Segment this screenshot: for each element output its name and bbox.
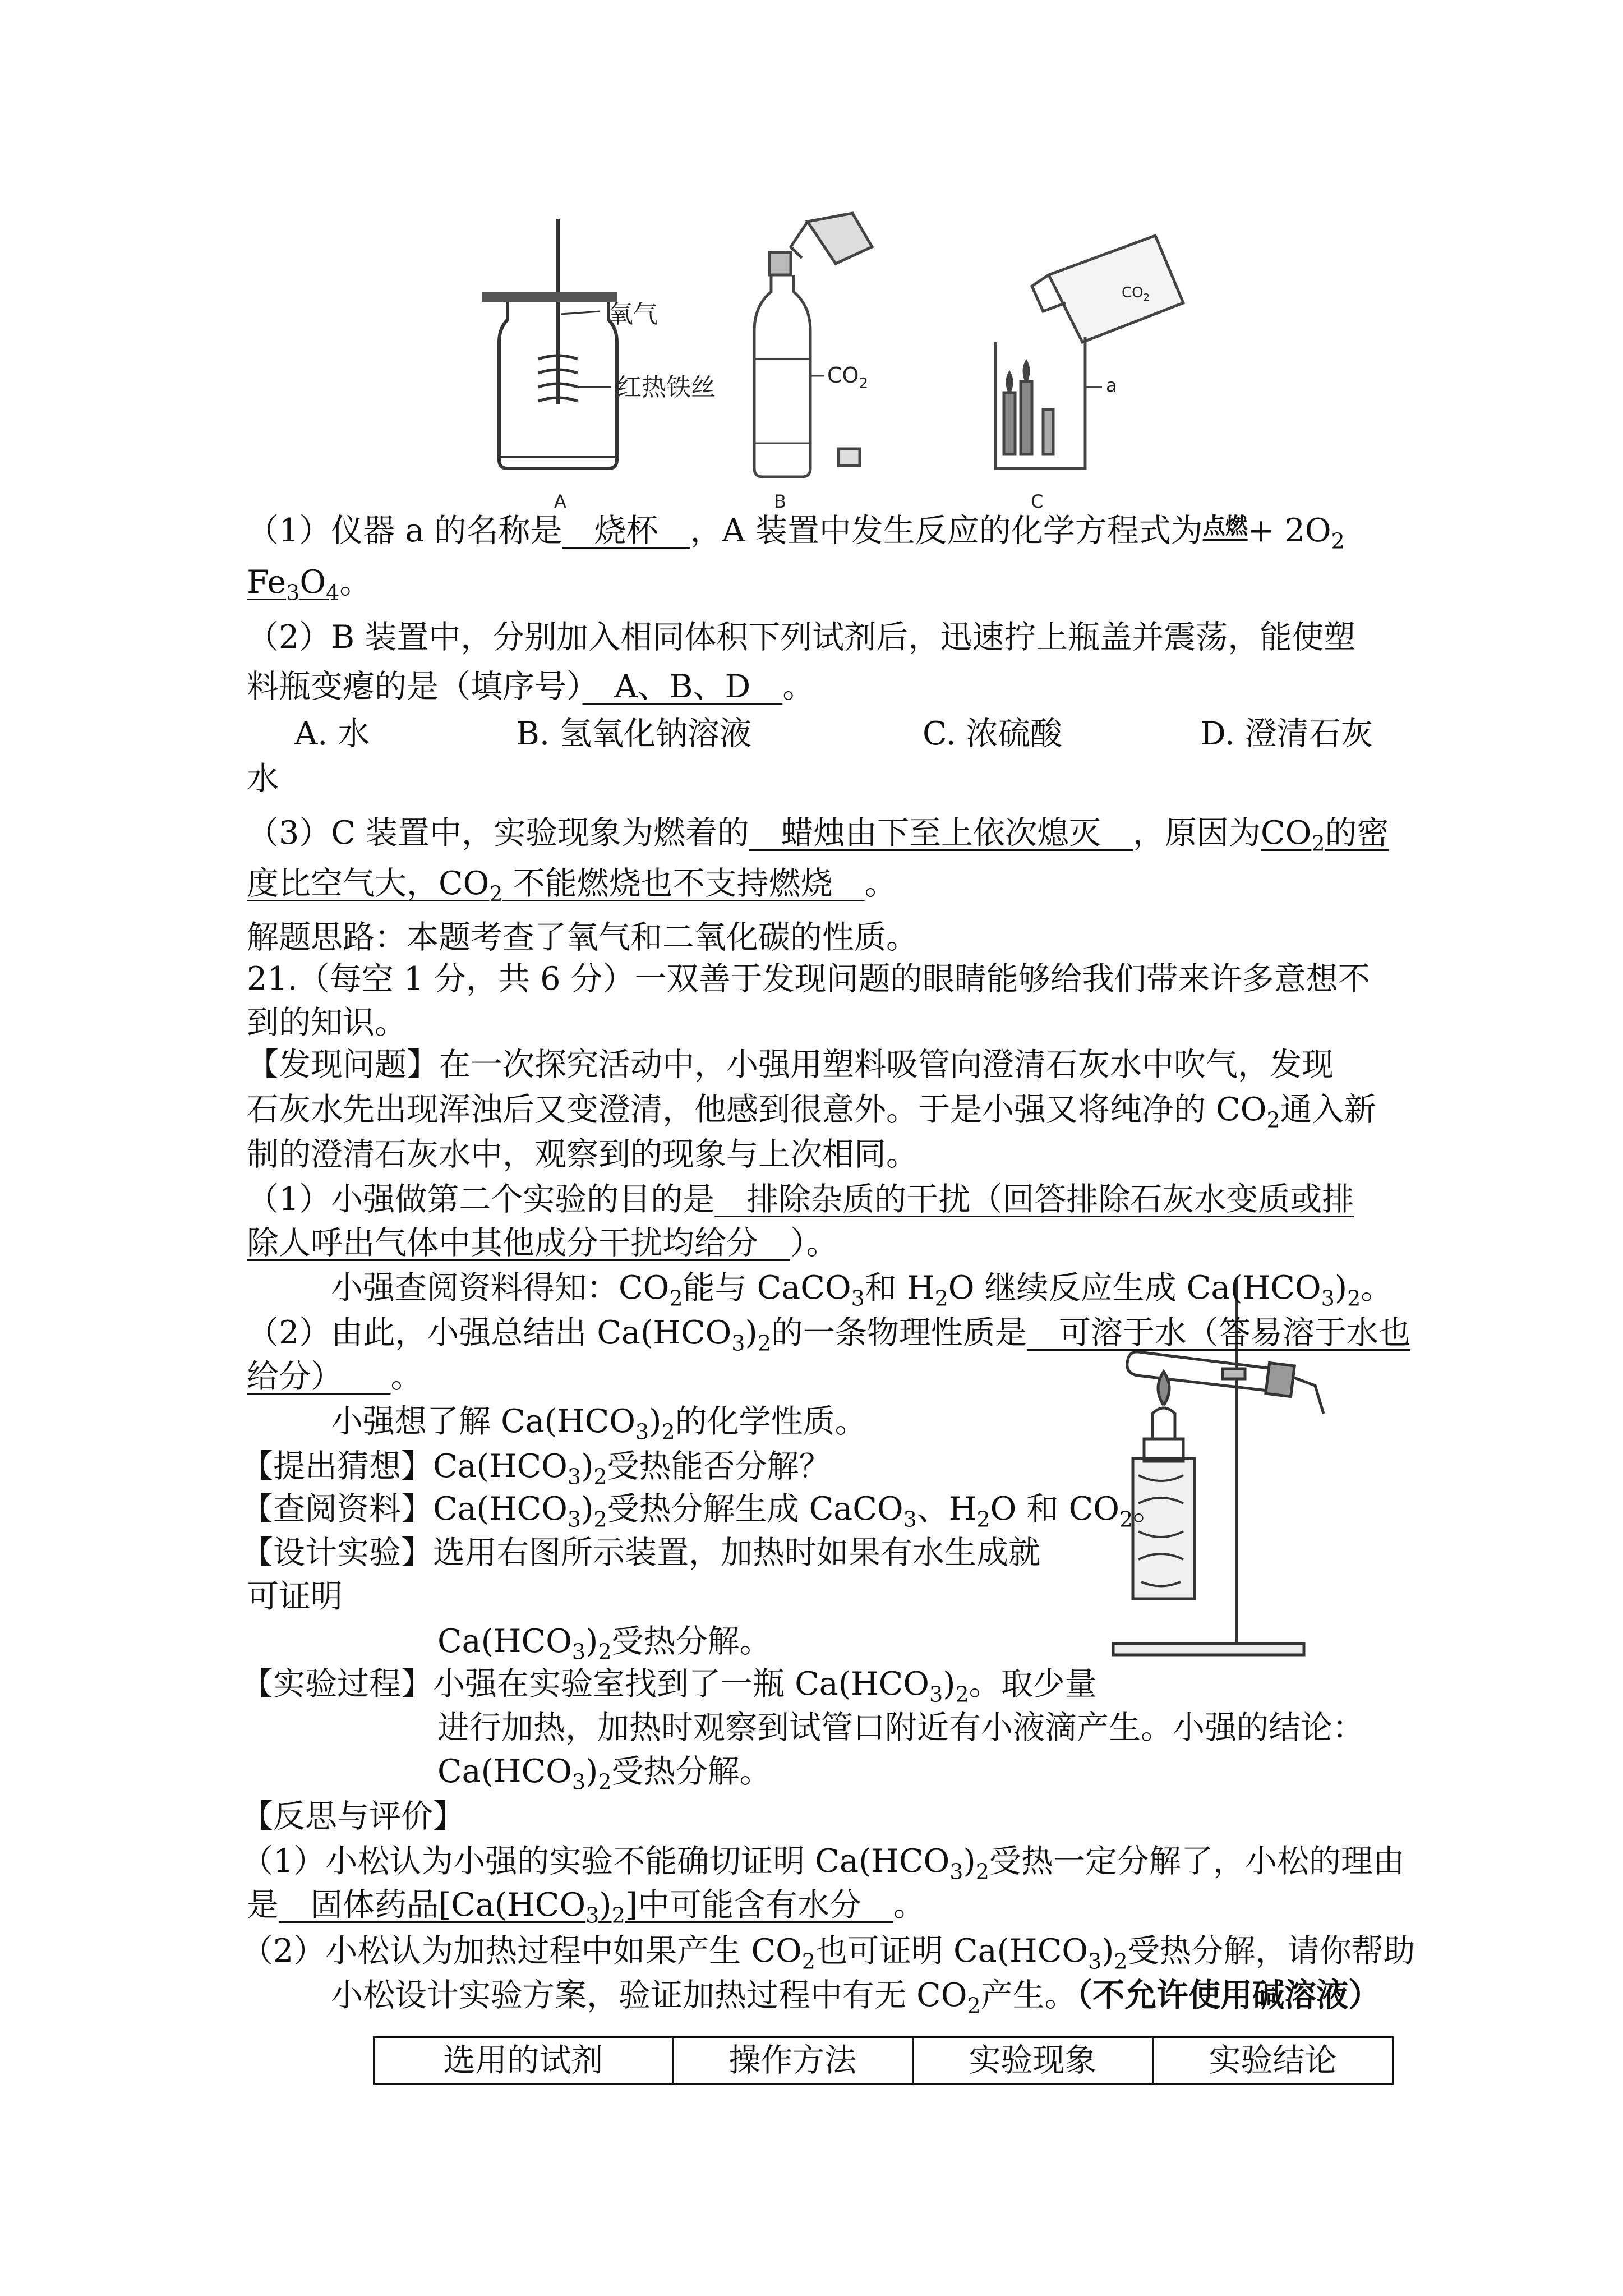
q21-design-1: 【设计实验】选用右图所示装置，加热时如果有水生成就 xyxy=(241,1534,1040,1571)
q21-discover-1: 【发现问题】在一次探究活动中，小强用塑料吸管向澄清石灰水中吹气，发现 xyxy=(247,1046,1334,1083)
q1-answer-a: 烧杯 xyxy=(562,512,690,549)
q21-r2-line2: 小松设计实验方案，验证加热过程中有无 $CO_2$产生。（不允许使用碱溶液） xyxy=(331,1976,1381,2018)
q21-want: 小强想了解 $Ca(HCO_3)_2$的化学性质。 xyxy=(331,1403,867,1444)
q21-p1-line2: 除人呼出气体中其他成分干扰均给分 ）。 xyxy=(247,1225,838,1262)
experiment-table xyxy=(373,2036,1394,2085)
q1-product: $Fe_3O_4$ xyxy=(247,564,340,605)
q21-ref: 【查阅资料】$Ca(HCO_3)_2$受热分解生成 CaCO$_3$、$H_2O$ 和 $CO_2$。 xyxy=(241,1490,1165,1532)
apparatus-b-label: B xyxy=(774,491,786,512)
q21-p2-answer: 可溶于水（答易溶于水也 xyxy=(1026,1314,1410,1351)
q3-answer2-cont: 度比空气大，$CO_2$ 不能燃烧也不支持燃烧 xyxy=(247,865,865,907)
q3-answer1: 蜡烛由下至上依次熄灭 xyxy=(749,815,1133,852)
apparatus-a-label: A xyxy=(554,491,566,512)
q1-condition: 点燃 xyxy=(1202,513,1248,539)
q2-line2: 料瓶变瘪的是（填序号） A、B、D 。 xyxy=(247,668,815,705)
q21-r1-answer: 固体药品$[Ca(HCO_3)_2]$中可能含有水分 xyxy=(279,1887,893,1928)
q21-process-1: 【实验过程】小强在实验室找到了一瓶 $Ca(HCO_3)_2$。取少量 xyxy=(241,1665,1097,1707)
q1-line1: （1）仪器 a 的名称是 烧杯 ，A 装置中发生反应的化学方程式为$^{点燃}+ 2O_2$ xyxy=(247,512,1345,554)
q3-line2: 度比空气大，$CO_2$ 不能燃烧也不支持燃烧 。 xyxy=(247,865,897,907)
apparatus-c-label: C xyxy=(1031,491,1044,512)
q3-answer2-start: $CO_2$的密 xyxy=(1261,815,1389,856)
apparatus-a-oxygen-label: 氧气 xyxy=(608,300,658,329)
apparatus-c-pointer-label: a xyxy=(1106,375,1117,396)
table-header-row xyxy=(374,2037,1393,2084)
q21-p2-line2: 给分） 。 xyxy=(247,1358,423,1395)
q21-discover-3: 制的澄清石灰水中，观察到的现象与上次相同。 xyxy=(247,1136,918,1173)
table-header-phenomenon: 实验现象 xyxy=(912,2037,1152,2084)
q21-design-2: 可证明 xyxy=(247,1578,343,1615)
q21-r1-line1: （1）小松认为小强的实验不能确切证明 $Ca(HCO_3)_2$受热一定分解了，小松的理由 xyxy=(241,1843,1405,1884)
q21-reflect-heading: 【反思与评价】 xyxy=(241,1798,465,1835)
q3-line1: （3）C 装置中，实验现象为燃着的 蜡烛由下至上依次熄灭 ，原因为$CO_2$的密 xyxy=(247,815,1389,856)
apparatus-a-wire-label: 红热铁丝 xyxy=(617,373,716,402)
q21-discover-2: 石灰水先出现浑浊后又变澄清，他感到很意外。于是小强又将纯净的 $CO_2$通入新 xyxy=(247,1091,1376,1133)
apparatus-b-figure xyxy=(754,213,872,477)
table-header-conclusion: 实验结论 xyxy=(1152,2037,1393,2084)
q21-process-2: 进行加热，加热时观察到试管口附近有小液滴产生。小强的结论： xyxy=(437,1709,1364,1746)
q2-option-b: B. 氢氧化钠溶液 xyxy=(516,715,752,752)
apparatus-c-bottle-label: $CO_2$ xyxy=(1122,284,1150,303)
apparatus-a-figure xyxy=(482,219,617,468)
q21-line2: 到的知识。 xyxy=(247,1004,407,1041)
q21-process-3: $Ca(HCO_3)_2$受热分解。 xyxy=(437,1753,772,1795)
table-header-reagent: 选用的试剂 xyxy=(374,2037,673,2084)
q2-answer: A、B、D xyxy=(582,668,783,705)
apparatus-c-figure xyxy=(995,236,1183,468)
q2-option-d: D. 澄清石灰 xyxy=(1200,715,1373,752)
q21-p1-answer: 排除杂质的干扰（回答排除石灰水变质或排 xyxy=(714,1181,1354,1218)
q2-option-a: A. 水 xyxy=(294,715,370,752)
q2-line1: （2）B 装置中，分别加入相同体积下列试剂后，迅速拧上瓶盖并震荡，能使塑 xyxy=(247,619,1356,656)
q21-p1-line1: （1）小强做第二个实验的目的是 排除杂质的干扰（回答排除石灰水变质或排 xyxy=(247,1181,1354,1218)
q1-line2: $Fe_3O_4$。 xyxy=(247,564,372,605)
q2-option-c: C. 浓硫酸 xyxy=(923,715,1062,752)
q21-p2-line1: （2）由此，小强总结出 $Ca(HCO_3)_2$的一条物理性质是 可溶于水（答易溶于水也 xyxy=(247,1314,1410,1356)
no-alkali-note: （不允许使用碱溶液） xyxy=(1076,1976,1381,2014)
q21-line1: 21.（每空 1 分，共 6 分）一双善于发现问题的眼睛能够给我们带来许多意想不 xyxy=(247,960,1370,997)
q21-info: 小强查阅资料得知：$CO_2$能与 CaCO$_3$和 $H_2O$ 继续反应生成 $Ca(HCO_3)_2$。 xyxy=(331,1269,1393,1311)
q21-guess: 【提出猜想】$Ca(HCO_3)_2$受热能否分解？ xyxy=(241,1448,831,1489)
table-header-method: 操作方法 xyxy=(672,2037,912,2084)
q21-r2-line1: （2）小松认为加热过程中如果产生 $CO_2$也可证明 $Ca(HCO_3)_2$受热分解，请你帮助 xyxy=(241,1932,1415,1974)
apparatus-b-gas-label: $CO_2$ xyxy=(827,363,868,392)
q2-option-d-cont: 水 xyxy=(247,760,279,797)
thinking-note: 解题思路：本题考查了氧气和二氧化碳的性质。 xyxy=(247,919,918,956)
q21-design-3: $Ca(HCO_3)_2$受热分解。 xyxy=(437,1623,772,1664)
q21-r1-line2: 是 固体药品$[Ca(HCO_3)_2]$中可能含有水分 。 xyxy=(247,1887,925,1928)
